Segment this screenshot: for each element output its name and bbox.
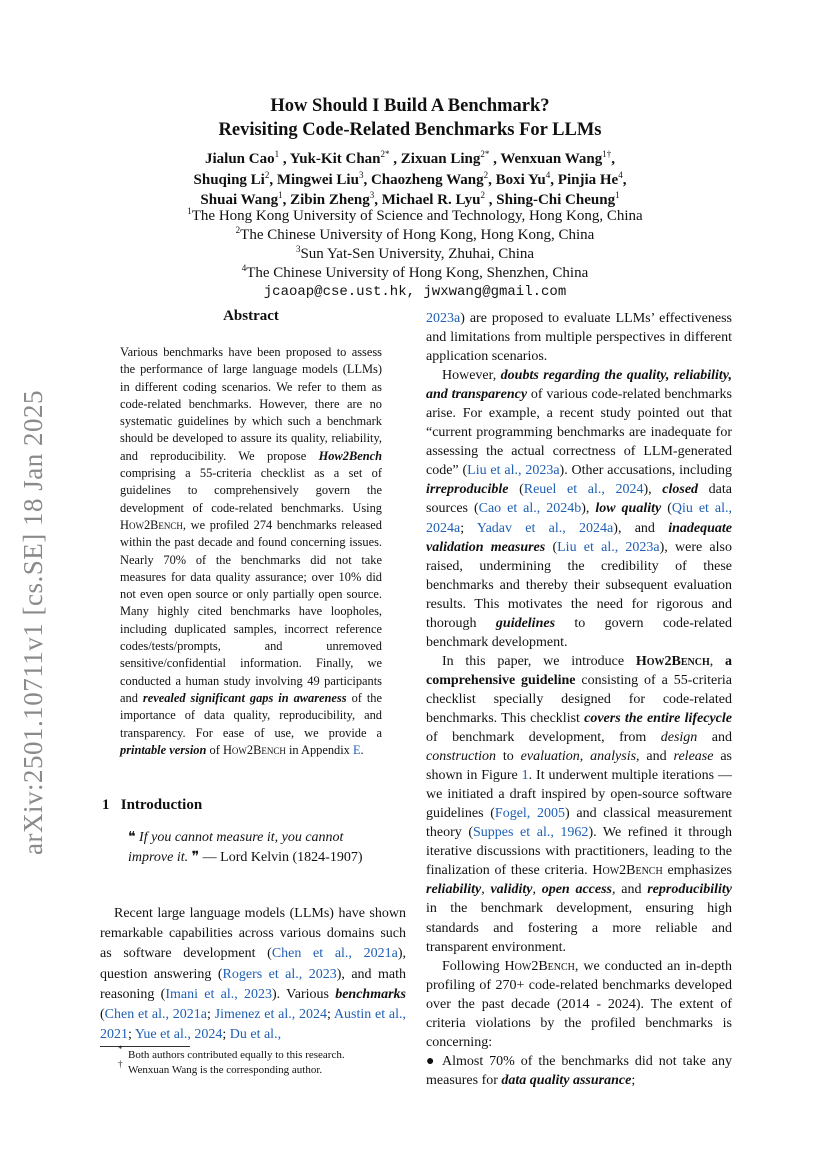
authors-line-3: Shuai Wang$^1$, Zibin Zheng$^3$, Michael R. Lyu$^2$ , Shing-Chi Cheung$^1$ <box>200 190 620 208</box>
author-list <box>90 149 730 211</box>
right-paragraph-4: Following How2Bench, we conducted an in-depth profiling of 270+ code-related benchmarks developed over the past decade (2014 - 2024). The extent of criteria violations by the profiled benchmarks is concerning: <box>426 958 732 1050</box>
footnote-equal-contribution: * Both authors contributed equally to this research. <box>118 1044 345 1061</box>
epigraph-quote: ❝ If you cannot measure it, you cannot improve it. ❞ — Lord Kelvin (1824-1907) <box>128 830 363 865</box>
right-paragraph-3: In this paper, we introduce How2Bench, a comprehensive guideline consisting of a 55-criteria checklist specially designed for code-related benchmarks. This checklist covers the entire lifecycle of benchmark development, from design and construction to evaluation, analysis, and release as shown in Figure 1. It underwent multiple iterations — we initiated a draft inspired by open-source software guidelines (Fogel, 2005) and classical measurement theory (Suppes et al., 1962). We refined it through iterative discussions with practitioners, leading to the finalization of these criteria. How2Bench emphasizes reliability, validity, open access, and reproducibility in the benchmark development, ensuring high standards and fostering a more reliable and transparent environment. <box>426 653 733 955</box>
footnote-corresponding-author: † Wenxuan Wang is the corresponding author. <box>118 1059 323 1076</box>
right-column <box>426 309 732 1090</box>
footnotes <box>118 1044 408 1078</box>
title-line-1: How Should I Build A Benchmark? <box>270 96 550 116</box>
affiliation-4: $^4$The Chinese University of Hong Kong, Shenzhen, China <box>241 263 589 281</box>
abstract-body: Various benchmarks have been proposed to assess the performance of large language models (LLMs) in different coding scenarios. We refer to them as code-related benchmarks. However, there are no systematic guidelines by which such a benchmark should be developed to assure its quality, reliability, and reproducibility. We propose How2Bench comprising a 55-criteria checklist as a set of guidelines to comprehensively govern the development of code-related benchmarks. Using How2Bench, we profiled 274 benchmarks released within the past decade and found concerning issues. Nearly 70% of the benchmarks did not take measures for data quality assurance; over 10% did not even open source or only partially open source. Many highly cited benchmarks have loopholes, including duplicated samples, incorrect reference codes/tests/prompts, and unremoved sensitive/confidential information. Finally, we conducted a human study involving 49 participants and revealed significant gaps in awareness of the importance of data quality, reproducibility, and transparency. For ease of use, we provide a printable version of How2Bench in Appendix E. <box>120 345 383 757</box>
paper-title <box>100 94 720 142</box>
right-paragraph-2: However, doubts regarding the quality, reliability, and transparency of various code-related benchmarks arise. For example, a recent study pointed out that “current programming benchmarks are inadequate for assessing the actual correctness of LLM-generated code” (Liu et al., 2023a). Other accusations, including irreproducible (Reuel et al., 2024), closed data sources (Cao et al., 2024b), low quality (Qiu et al., 2024a; Yadav et al., 2024a), and inadequate validation measures (Liu et al., 2023a), were also raised, undermining the credibility of these benchmarks and thereby their subsequent evaluation results. This motivates the need for rigorous and thorough guidelines to govern code-related benchmark development. <box>426 368 732 650</box>
affiliation-1: $^1$The Hong Kong University of Science and Technology, Hong Kong, China <box>187 206 643 224</box>
right-bullet-1: ● Almost 70% of the benchmarks did not take any measures for data quality assurance; <box>426 1053 732 1088</box>
affiliation-3: $^3$Sun Yat-Sen University, Zhuhai, China <box>295 244 535 262</box>
affiliation-2: $^2$The Chinese University of Hong Kong, Hong Kong, China <box>235 225 595 243</box>
authors-line-1: Jialun Cao$^1$ , Yuk-Kit Chan$^{2*}$ , Zixuan Ling$^{2*}$ , Wenxuan Wang$^{1\dagger}$, <box>204 149 615 167</box>
right-paragraph-1: 2023a) are proposed to evaluate LLMs’ effectiveness and limitations from multiple perspectives in different application scenarios. <box>426 311 732 365</box>
author-emails: jcaoap@cse.ust.hk, jwxwang@gmail.com <box>263 284 567 300</box>
title-line-2: Revisiting Code-Related Benchmarks For LLMs <box>218 120 602 140</box>
abstract-heading: Abstract <box>223 308 279 324</box>
affiliations <box>90 207 740 302</box>
authors-line-2: Shuqing Li$^2$, Mingwei Liu$^3$, Chaozheng Wang$^2$, Boxi Yu$^4$, Pinjia He$^4$, <box>193 169 627 188</box>
arxiv-side-stamp: arXiv:2501.10711v1 [cs.SE] 18 Jan 2025 <box>18 390 48 855</box>
introduction-heading: 1 Introduction <box>102 797 203 813</box>
footnote-rule <box>100 1046 190 1047</box>
introduction-body-left: Recent large language models (LLMs) have shown remarkable capabilities across various domains such as software development (Chen et al., 2021a), question answering (Rogers et al., 2023), and math reasoning (Imani et al., 2023). Various benchmarks (Chen et al., 2021a; Jimenez et al., 2024; Austin et al., 2021; Yue et al., 2024; Du et al., <box>100 906 407 1043</box>
